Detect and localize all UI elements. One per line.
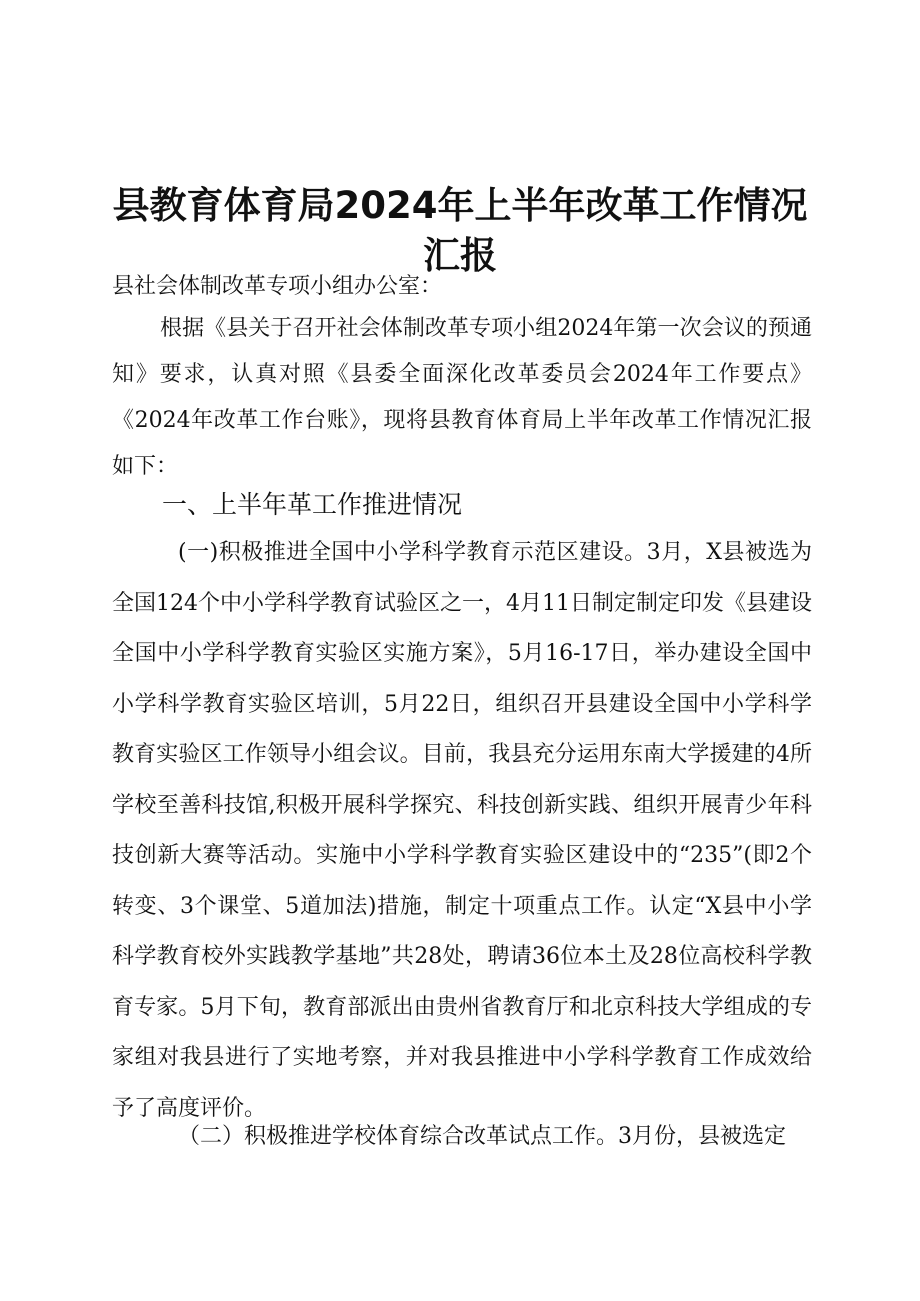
section-heading-1: 一、上半年革工作推进情况 [162,490,463,519]
intro-paragraph: 根据《县关于召开社会体制改革专项小组2024年第一次会议的预通知》要求，认真对照《县委全面深化改革委员会2024年工作要点》《2024年改革工作台账》，现将县教育体育局上半年改革工作情况汇报如下： [112,316,812,479]
addressee-line: 县社会体制改革专项小组办公室： [112,274,443,299]
document-title: 县教育体育局2024年上半年改革工作情况汇报 [112,183,808,277]
paragraph-science-education: (一)积极推进全国中小学科学教育示范区建设。3月，X县被选为全国124个中小学科学教育试验区之一，4月11日制定制定印发《县建设全国中小学科学教育实验区实施方案》，5月16-17日，举办建设全国中小学科学教育实验区培训，5月22日，组织召开县建设全国中小学科学教育实验区工作领导小组会议。目前，我县充分运用东南大学援建的4所学校至善科技馆,积极开展科学探究、科技创新实践、组织开展青少年科技创新大赛等活动。实施中小学科学教育实验区建设中的“235”(即2个转变、3个课堂、5道加法)措施，制定十项重点工作。认定“X县中小学科学教育校外实践教学基地”共28处，聘请36位本土及28位高校科学教育专家。5月下旬，教育部派出由贵州省教育厅和北京科技大学组成的专家组对我县进行了实地考察，并对我县推进中小学科学教育工作成效给予了高度评价。 [112,540,812,1121]
paragraph-sports-reform: （二）积极推进学校体育综合改革试点工作。3月份，县被选定 [178,1124,786,1149]
